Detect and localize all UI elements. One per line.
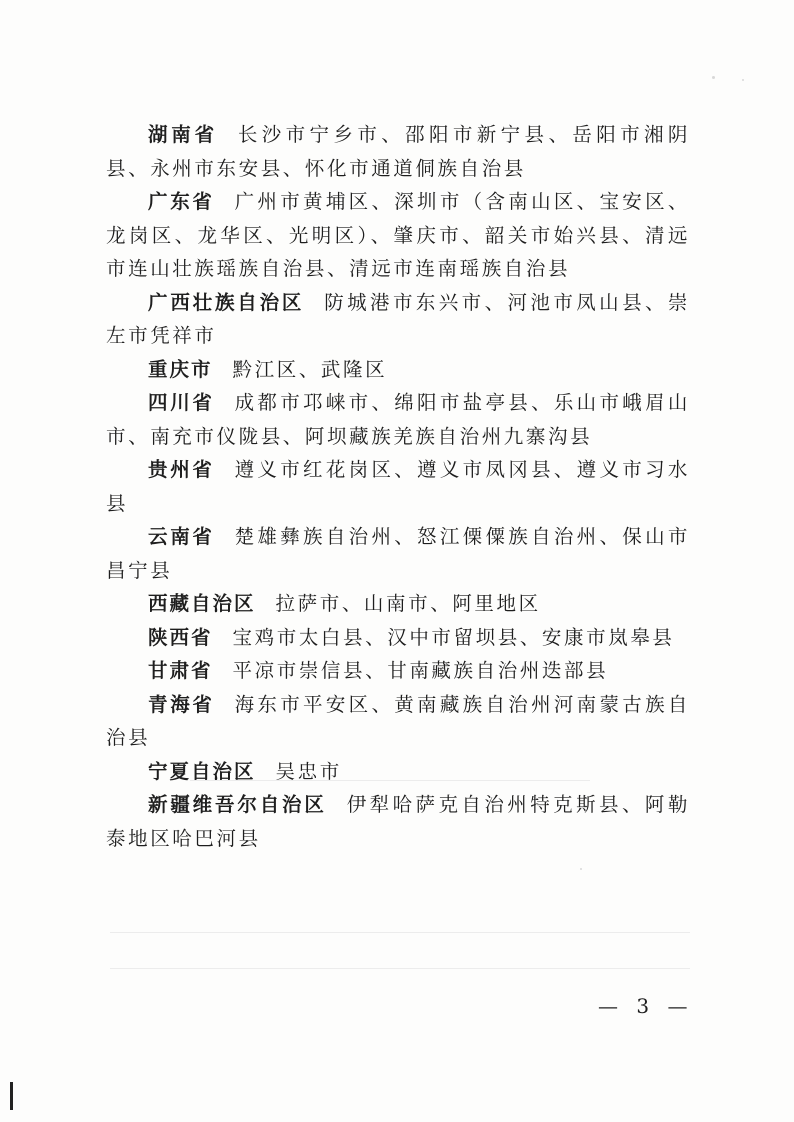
region-text: 长沙市宁乡市、邵阳市新宁县、岳阳市湘阴县、永州市东安县、怀化市通道侗族自治县 [106, 123, 690, 180]
list-item [106, 688, 690, 755]
scan-speck [742, 79, 744, 81]
province-name: 陕西省 [148, 625, 213, 649]
region-text: 防城港市东兴市、河池市凤山县、崇左市凭祥市 [106, 290, 690, 347]
province-name: 湖南省 [148, 123, 218, 146]
region-text: 吴忠市 [275, 759, 342, 783]
list-item [106, 453, 690, 520]
page-number: — 3 — [598, 994, 694, 1018]
list-item [106, 587, 690, 621]
province-name: 广东省 [148, 190, 215, 213]
province-name: 广西壮族自治区 [148, 290, 305, 314]
province-name: 四川省 [148, 391, 215, 414]
region-text: 拉萨市、山南市、阿里地区 [275, 592, 541, 615]
list-item [106, 621, 690, 655]
region-text: 黔江区、武隆区 [232, 357, 388, 381]
list-item [106, 386, 690, 453]
scan-edge-mark [10, 1082, 13, 1110]
province-name: 重庆市 [148, 357, 213, 381]
province-name: 甘肃省 [148, 659, 213, 682]
list-item [106, 788, 690, 855]
region-list [106, 118, 690, 855]
list-item [106, 185, 690, 286]
province-name: 新疆维吾尔自治区 [148, 793, 327, 816]
region-text: 广州市黄埔区、深圳市（含南山区、宝安区、龙岗区、龙华区、光明区）、肇庆市、韶关市始兴县、清远市连山壮族瑶族自治县、清远市连南瑶族自治县 [106, 190, 690, 280]
region-text: 平凉市崇信县、甘南藏族自治州迭部县 [232, 659, 609, 682]
bleed-through-line [190, 780, 590, 781]
bleed-through-line [110, 932, 690, 933]
region-text: 楚雄彝族自治州、怒江傈僳族自治州、保山市昌宁县 [106, 525, 690, 582]
list-item [106, 755, 690, 789]
province-name: 西藏自治区 [148, 592, 256, 615]
region-text: 伊犁哈萨克自治州特克斯县、阿勒泰地区哈巴河县 [106, 793, 690, 850]
region-text: 遵义市红花岗区、遵义市凤冈县、遵义市习水县 [106, 458, 690, 515]
list-item [106, 118, 690, 185]
province-name: 贵州省 [148, 458, 215, 481]
list-item [106, 286, 690, 353]
scan-speck [580, 868, 582, 870]
list-item [106, 353, 690, 387]
list-item [106, 520, 690, 587]
bleed-through-line [110, 968, 690, 969]
province-name: 宁夏自治区 [148, 759, 256, 783]
region-text: 宝鸡市太白县、汉中市留坝县、安康市岚皋县 [232, 625, 675, 649]
region-text: 成都市邛崃市、绵阳市盐亭县、乐山市峨眉山市、南充市仪陇县、阿坝藏族羌族自治州九寨沟县 [106, 391, 690, 448]
scan-speck [712, 76, 715, 79]
province-name: 云南省 [148, 525, 215, 548]
list-item [106, 654, 690, 688]
province-name: 青海省 [148, 692, 215, 716]
region-text: 海东市平安区、黄南藏族自治州河南蒙古族自治县 [106, 692, 690, 749]
